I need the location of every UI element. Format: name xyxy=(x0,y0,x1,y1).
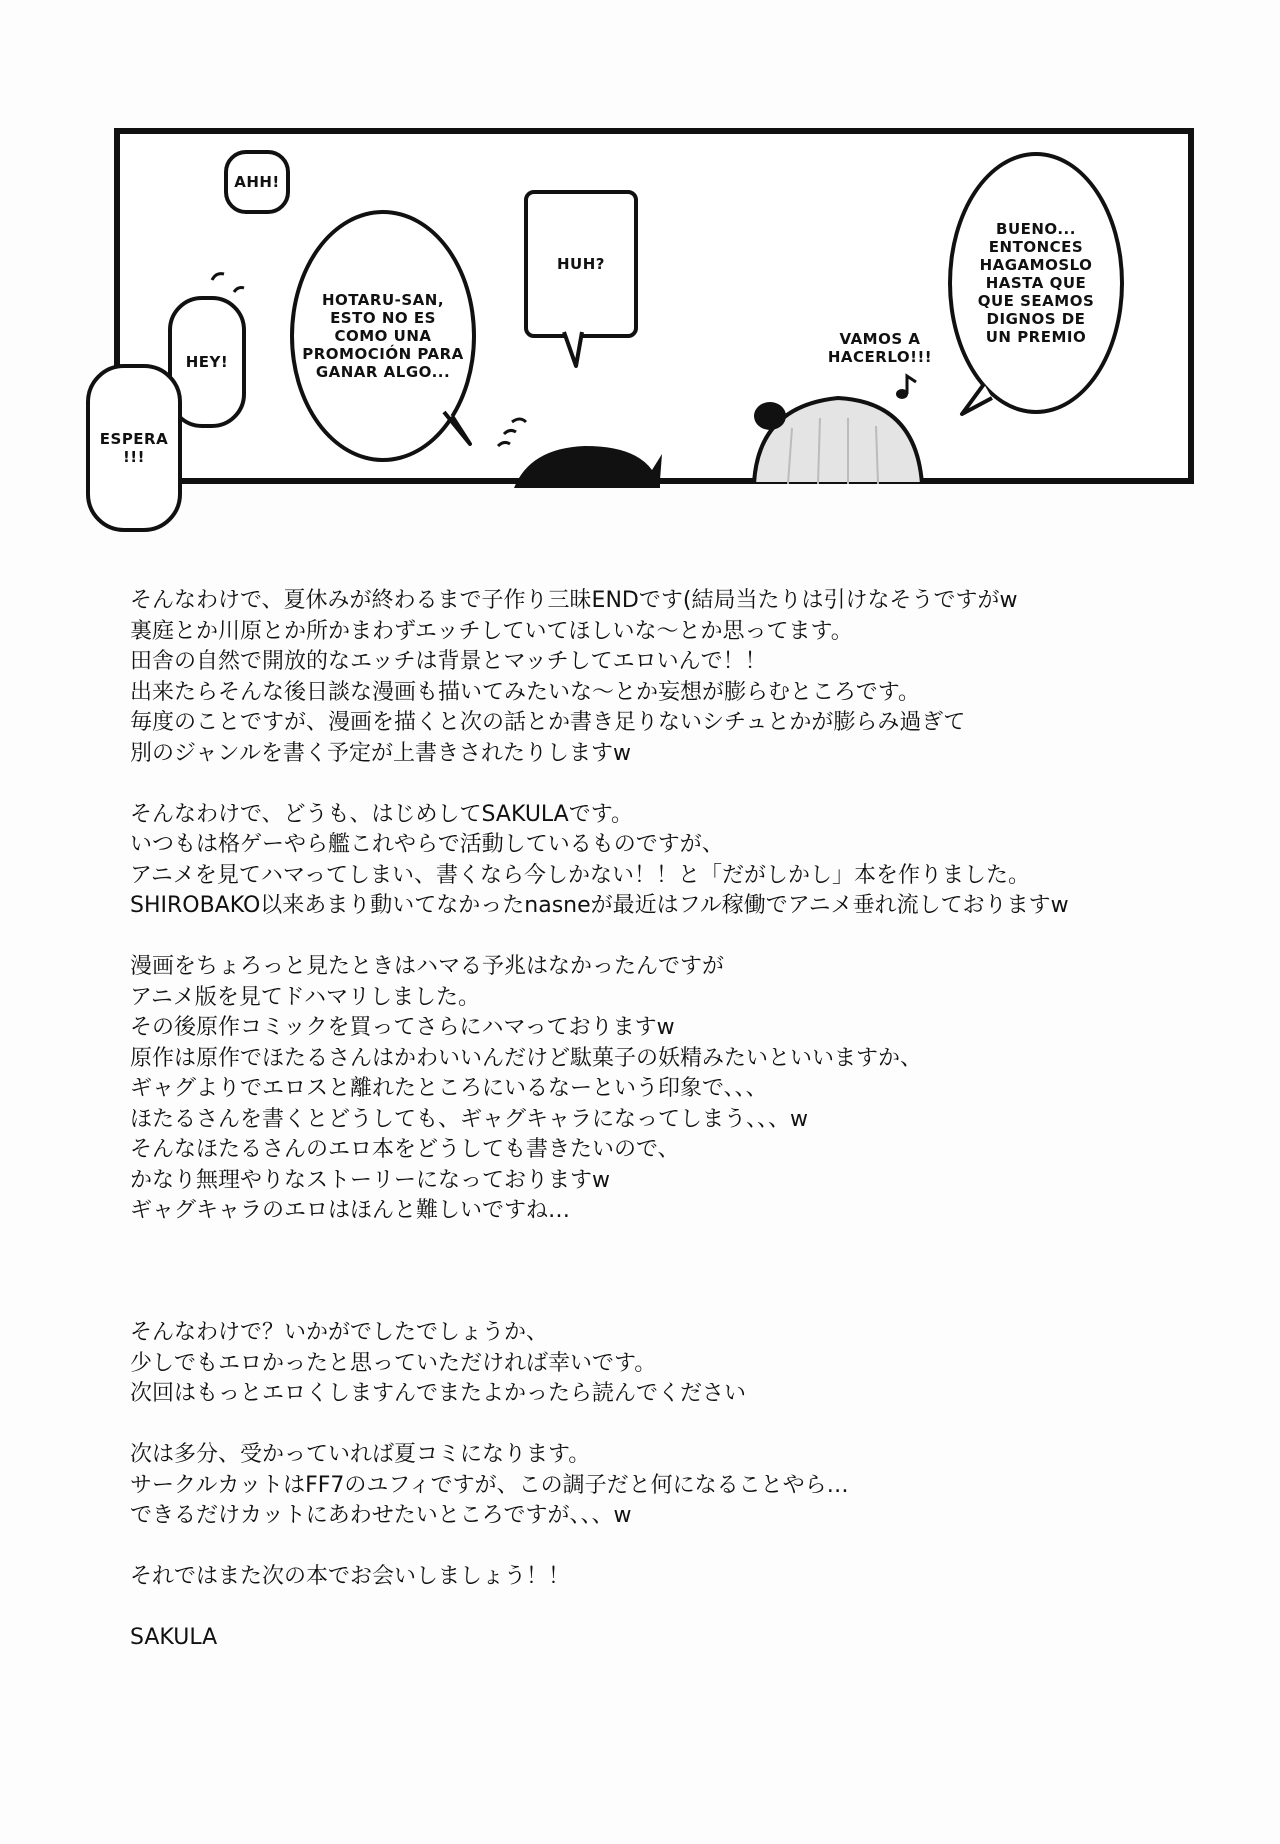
afterword-line: その後原作コミックを買ってさらにハマっておりますw xyxy=(130,1015,675,1040)
afterword-line: そんなわけで、どうも、はじめしてSAKULAです。 xyxy=(130,801,633,827)
speech-text-vamos xyxy=(820,324,940,372)
afterword-line: アニメ版を見てドハマリしました。 xyxy=(130,984,481,1010)
speech-bubble-ahh xyxy=(224,150,290,214)
afterword-line: 別のジャンルを書く予定が上書きされたりしますw xyxy=(130,740,632,766)
speech-bubble-huh xyxy=(524,190,638,338)
afterword-line: 田舎の自然で開放的なエッチは背景とマッチしてエロいんで！！ xyxy=(130,649,767,674)
afterword-line xyxy=(130,1257,1220,1288)
afterword-line xyxy=(130,1288,1220,1319)
afterword-line: 次回はもっとエロくしますんでまたよかったら読んでください xyxy=(130,1381,747,1406)
bubble-tail xyxy=(560,330,590,370)
afterword-line: そんなほたるさんのエロ本をどうしても書きたいので、 xyxy=(130,1137,680,1162)
afterword-line xyxy=(130,1410,1220,1441)
speech-bubble-bueno xyxy=(948,152,1124,414)
afterword-line xyxy=(130,1593,1220,1624)
afterword-line: 裏庭とか川原とか所かまわずエッチしていてほしいな～とか思ってます。 xyxy=(130,618,853,644)
bubble-text: ESPERA !!! xyxy=(99,430,169,466)
speech-bubble-espera xyxy=(86,364,182,532)
afterword-line: かなり無理やりなストーリーになっておりますw xyxy=(130,1167,610,1193)
afterword-line xyxy=(130,922,1220,953)
afterword-line: ほたるさんを書くとどうしても、ギャグキャラになってしまう、、、w xyxy=(130,1106,808,1132)
motion-lines xyxy=(200,262,260,302)
afterword-line: SAKULA xyxy=(130,1625,218,1650)
afterword-line: 原作は原作でほたるさんはかわいいんだけど駄菓子の妖精みたいといいますか、 xyxy=(130,1045,923,1071)
bubble-text: HOTARU-SAN, ESTO NO ES COMO UNA PROMOCIÓN PARA GANAR ALGO... xyxy=(302,291,464,381)
afterword-line: ギャグキャラのエロはほんと難しいですね… xyxy=(130,1198,571,1223)
bubble-text: VAMOS A HACERLO!!! xyxy=(827,330,933,366)
afterword-line: できるだけカットにあわせたいところですが、、、w xyxy=(130,1503,632,1528)
afterword-line: 毎度のことですが、漫画を描くと次の話とか書き足りないシチュとかが膨らみ過ぎて xyxy=(130,710,966,735)
afterword-line: 出来たらそんな後日談な漫画も描いてみたいな～とか妄想が膨らむところです。 xyxy=(130,679,921,705)
afterword-line: そんなわけで、夏休みが終わるまで子作り三昧ENDです(結局当たりは引けなそうですがw xyxy=(130,588,1018,613)
afterword-line: そんなわけで？いかがでしたでしょうか、 xyxy=(130,1320,549,1345)
afterword-line xyxy=(130,769,1220,800)
afterword-line: 少しでもエロかったと思っていただければ幸いです。 xyxy=(130,1350,657,1376)
afterword-line: SHIROBAKO以来あまり動いてなかったnasneが最近はフル稼働でアニメ垂れ流しておりますw xyxy=(130,893,1069,918)
bubble-text: AHH! xyxy=(234,173,280,191)
afterword-line: 漫画をちょろっと見たときはハマる予兆はなかったんですが xyxy=(130,954,725,979)
afterword-line: いつもは格ゲーやら艦これやらで活動しているものですが、 xyxy=(130,832,724,857)
afterword-line xyxy=(130,1227,1220,1258)
bubble-tail xyxy=(440,410,480,450)
afterword-line: サークルカットはFF7のユフィですが、この調子だと何になることやら… xyxy=(130,1472,849,1498)
bubble-text: HEY! xyxy=(185,353,229,371)
afterword-text xyxy=(130,586,1220,1654)
afterword-line: アニメを見てハマってしまい、書くなら今しかない！！と「だがしかし」本を作りました。 xyxy=(130,862,1031,888)
afterword-line: それではまた次の本でお会いしましょう！！ xyxy=(130,1564,571,1589)
afterword-line xyxy=(130,1532,1220,1563)
motion-lines xyxy=(492,410,542,460)
music-note-icon xyxy=(892,372,922,402)
afterword-line: 次は多分、受かっていれば夏コミになります。 xyxy=(130,1442,591,1467)
light-hair-head xyxy=(748,388,928,484)
bubble-tail xyxy=(956,380,996,420)
bubble-text: HUH? xyxy=(557,255,605,273)
bubble-text: BUENO... ENTONCES HAGAMOSLO HASTA QUE QUE SEAMOS DIGNOS DE UN PREMIO xyxy=(977,220,1095,346)
afterword-line: ギャグよりでエロスと離れたところにいるなーという印象で、、、 xyxy=(130,1076,768,1101)
